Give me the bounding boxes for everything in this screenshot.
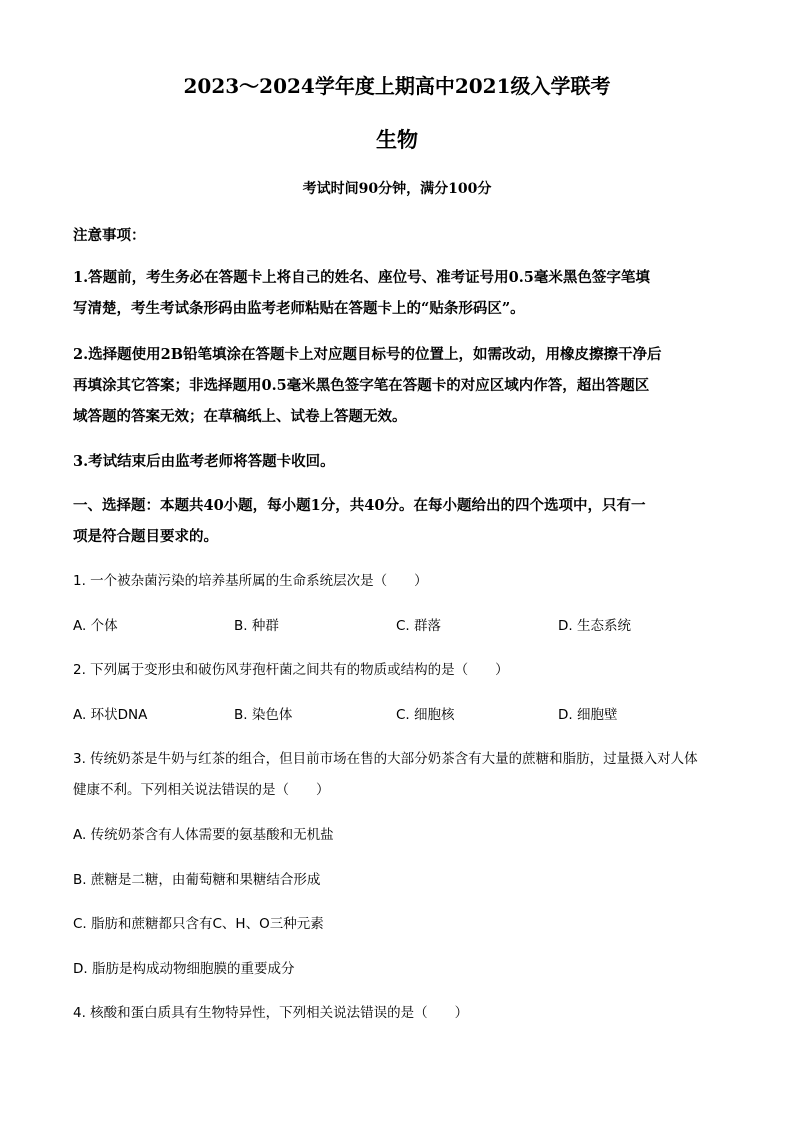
question-1-option-b: B. 种群 xyxy=(234,618,279,634)
question-3-stem-line-2: 健康不利。下列相关说法错误的是（ ） xyxy=(73,782,330,798)
question-2-option-b: B. 染色体 xyxy=(234,707,293,723)
subject-title: 生物 xyxy=(376,127,418,152)
question-1-option-c: C. 群落 xyxy=(396,618,442,634)
question-1-stem: 1. 一个被杂菌污染的培养基所属的生命系统层次是（ ） xyxy=(73,573,428,589)
question-1-option-a: A. 个体 xyxy=(73,618,118,634)
question-3-stem-line-1: 3. 传统奶茶是牛奶与红茶的组合，但目前市场在售的大部分奶茶含有大量的蔗糖和脂肪，过量摄入对人体 xyxy=(73,751,698,767)
exam-title: 2023～2024学年度上期高中2021级入学联考 xyxy=(183,74,611,98)
section-heading-line-1: 一、选择题：本题共40小题，每小题1分，共40分。在每小题给出的四个选项中，只有一 xyxy=(73,497,646,514)
question-3-option-c: C. 脂肪和蔗糖都只含有C、H、O三种元素 xyxy=(73,916,324,932)
notice-item-2-line-2: 再填涂其它答案；非选择题用0.5毫米黑色签字笔在答题卡的对应区域内作答，超出答题区 xyxy=(73,377,650,394)
notice-heading: 注意事项： xyxy=(73,227,146,244)
exam-info: 考试时间90分钟，满分100分 xyxy=(302,181,492,197)
question-2-option-c: C. 细胞核 xyxy=(396,707,455,723)
question-2-option-d: D. 细胞壁 xyxy=(558,707,618,723)
notice-item-2-line-1: 2.选择题使用2B铅笔填涂在答题卡上对应题目标号的位置上，如需改动，用橡皮擦擦干净后 xyxy=(73,346,662,363)
notice-item-2-line-3: 域答题的答案无效；在草稿纸上、试卷上答题无效。 xyxy=(73,408,407,425)
notice-item-3: 3.考试结束后由监考老师将答题卡收回。 xyxy=(73,453,335,470)
notice-item-1-line-2: 写清楚，考生考试条形码由监考老师粘贴在答题卡上的“贴条形码区”。 xyxy=(73,300,525,317)
question-3-option-d: D. 脂肪是构成动物细胞膜的重要成分 xyxy=(73,961,295,977)
section-heading-line-2: 项是符合题目要求的。 xyxy=(73,528,218,545)
question-3-option-b: B. 蔗糖是二糖，由葡萄糖和果糖结合形成 xyxy=(73,872,321,888)
question-2-option-a: A. 环状DNA xyxy=(73,707,148,723)
question-4-stem: 4. 核酸和蛋白质具有生物特异性，下列相关说法错误的是（ ） xyxy=(73,1005,469,1021)
notice-item-1-line-1: 1.答题前，考生务必在答题卡上将自己的姓名、座位号、准考证号用0.5毫米黑色签字笔填 xyxy=(73,269,650,286)
question-1-option-d: D. 生态系统 xyxy=(558,618,631,634)
question-2-stem: 2. 下列属于变形虫和破伤风芽孢杆菌之间共有的物质或结构的是（ ） xyxy=(73,662,509,678)
question-3-option-a: A. 传统奶茶含有人体需要的氨基酸和无机盐 xyxy=(73,827,334,843)
